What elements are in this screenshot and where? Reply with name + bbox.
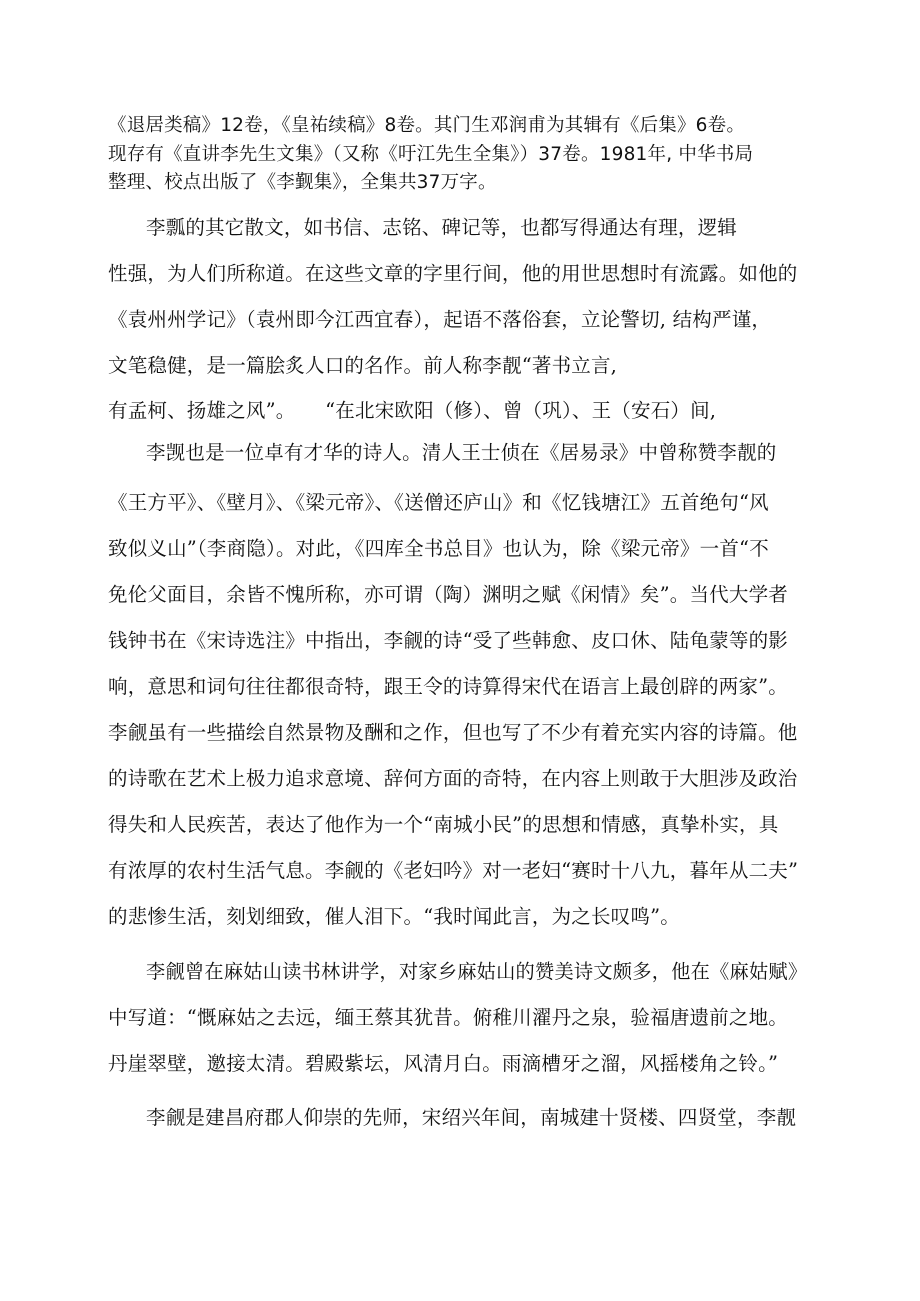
text-line: 钱钟书在《宋诗选注》中指出，李觎的诗“受了些韩愈、皮口休、陆龟蒙等的影 <box>108 629 788 652</box>
text-line: 得失和人民疾苦，表达了他作为一个“南城小民”的思想和情感，真挚朴实，具 <box>108 813 779 836</box>
text-line: 《王方平》、《壁月》、《梁元帝》、《送僧还庐山》和《忆钱塘江》五首绝句“风 <box>108 491 769 514</box>
text-line: 李觎是建昌府郡人仰崇的先师，宋绍兴年间，南城建十贤楼、四贤堂，李靓 <box>146 1106 797 1129</box>
text-line: 中写道：“慨麻姑之去远，缅王蔡其犹昔。俯稚川濯丹之泉，验福唐遗前之地。 <box>108 1006 788 1029</box>
text-line: 响，意思和词句往往都很奇特，跟王令的诗算得宋代在语言上最创辟的两家”。 <box>108 675 788 698</box>
text-line: 的诗歌在艺术上极力追求意境、辞何方面的奇特，在内容上则敢于大胆涉及政治 <box>108 767 798 790</box>
text-line: 文笔稳健，是一篇脍炙人口的名作。前人称李靓“著书立言, <box>108 354 618 377</box>
text-line: 有浓厚的农村生活气息。李觎的《老妇吟》对一老妇“赛时十八九，暮年从二夫” <box>108 859 799 882</box>
text-line: 李觎曾在麻姑山读书林讲学，对家乡麻姑山的赞美诗文颇多，他在《麻姑赋》 <box>146 960 808 983</box>
text-line: 致似义山”（李商隐）。对此，《四库全书总目》也认为，除《梁元帝》一首“不 <box>108 537 769 560</box>
text-line: 免伦父面目，余皆不愧所称，亦可谓（陶）渊明之赋《闲情》矣”。当代大学者 <box>108 583 788 606</box>
text-line: 性强，为人们所称道。在这些文章的字里行间，他的用世思想时有流露。如他的 <box>108 262 798 285</box>
text-line: 丹崖翠壁，邀接太清。碧殿紫坛，风清月白。雨滴槽牙之溜，风摇楼角之铃。” <box>108 1052 779 1075</box>
text-line: 整理、校点出版了《李觐集》，全集共37万字。 <box>108 172 497 193</box>
text-line: 《袁州州学记》（袁州即今江西宜春），起语不落俗套，立论警切, 结构严谨， <box>108 308 772 331</box>
text-line: 《退居类稿》12卷，《皇祐续稿》8卷。其门生邓润甫为其辑有《后集》6卷。 <box>108 115 746 136</box>
text-line: 的悲惨生活，刻划细致，催人泪下。“我时闻此言，为之长叹鸣”。 <box>108 905 680 928</box>
text-line: 李瓢的其它散文，如书信、志铭、碑记等，也都写得通达有理，逻辑 <box>146 216 738 239</box>
text-line: 有孟柯、扬雄之风”。 “在北宋欧阳（修）、曾（巩）、王（安石）间, <box>108 399 717 422</box>
text-line: 李觊也是一位卓有才华的诗人。清人王士侦在《居易录》中曾称赞李靓的 <box>146 441 777 464</box>
text-line: 李觎虽有一些描绘自然景物及酬和之作，但也写了不少有着充实内容的诗篇。他 <box>108 721 798 744</box>
text-line: 现存有《直讲李先生文集》（又称《吁江先生全集》）37卷。1981年, 中华书局 <box>108 144 754 165</box>
